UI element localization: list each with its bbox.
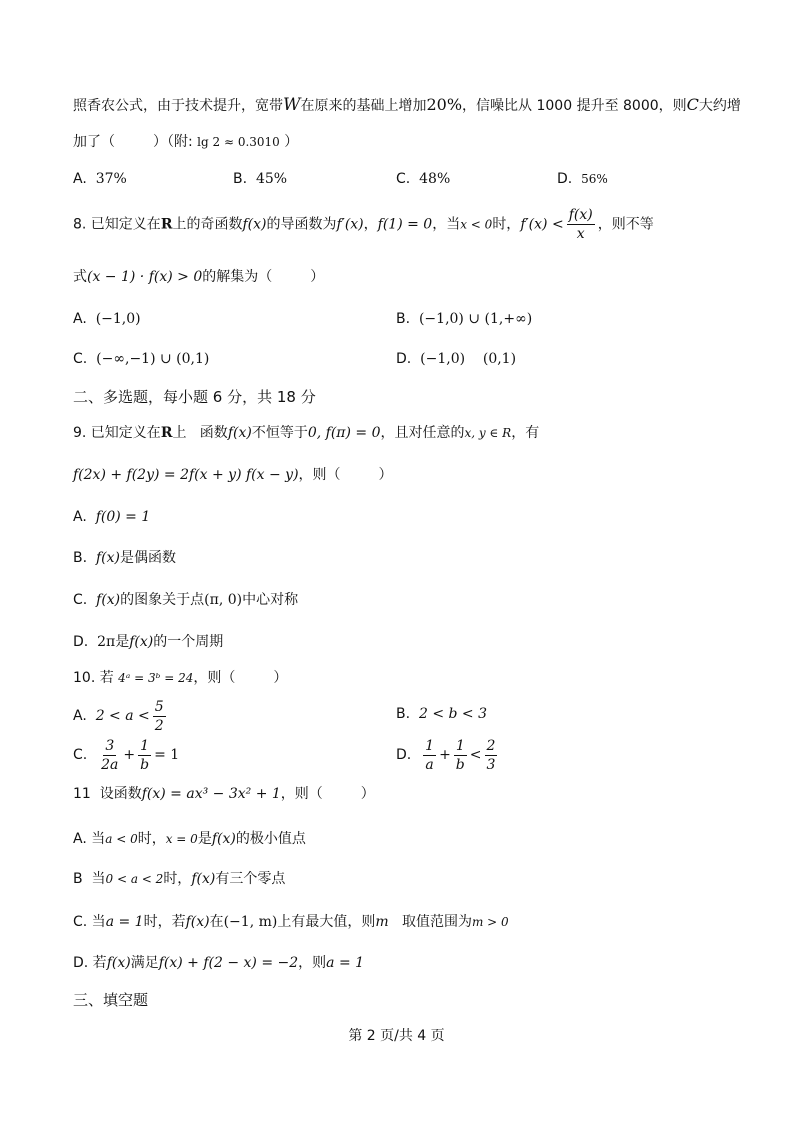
math-W: W — [283, 95, 301, 115]
math-f1: f(1) = 0 — [377, 216, 433, 233]
q11-option-c: C. 当a = 1时，若f(x)在(−1, m)上有最大值，则m 取值范围为m > 0 — [73, 914, 509, 930]
math-fx: f(x) — [227, 425, 252, 441]
math-cond: 0, f(π) = 0 — [307, 425, 381, 441]
q7-option-d: D. 56% — [557, 171, 608, 187]
q7-option-a: A. 37% — [73, 171, 127, 187]
text: ） — [273, 670, 288, 686]
q11-option-a: A. 当a < 0时，x = 0是f(x)的极小值点 — [73, 831, 306, 847]
q7-option-c: C. 48% — [396, 171, 451, 187]
q7-option-b: B. 45% — [233, 171, 288, 187]
q8-option-c: C. (−∞,−1) ∪ (0,1) — [73, 351, 210, 367]
q8-line-2 — [73, 267, 324, 287]
section-heading-multi-choice: 二、多选题，每小题 6 分，共 18 分 — [73, 388, 316, 406]
text: 8. 已知定义在 — [73, 216, 161, 233]
q11-option-d: D. 若f(x)满足f(x) + f(2 − x) = −2，则a = 1 — [73, 955, 365, 971]
math-C: C — [686, 95, 699, 114]
fraction: $\frac{f(x)}{x}$ — [568, 207, 593, 242]
text: ） — [310, 269, 325, 285]
text: 的导函数为 — [266, 216, 337, 233]
q9-option-d: D. 2π是f(x)的一个周期 — [73, 634, 224, 650]
q9-line-2 — [73, 465, 393, 485]
text: ，且对任意的 — [380, 425, 465, 441]
text: 照香农公式，由于技术提升，宽带 — [73, 98, 283, 114]
text: ，信噪比从 1000 提升至 8000，则 — [462, 98, 687, 114]
q10-option-d: D. $\frac{1}{a}$ + $\frac{1}{b}$ < $\frac{2}{3}$ — [396, 737, 496, 773]
q10-option-b: B. 2 < b < 3 — [396, 706, 488, 722]
q9-option-a: A. f(0) = 1 — [73, 509, 151, 525]
q9-option-b: B. f(x)是偶函数 — [73, 550, 176, 566]
text: ，则（ — [280, 786, 323, 802]
text: ，当 — [432, 216, 461, 233]
math-expr: (x − 1) · f(x) > 0 — [87, 269, 203, 285]
q8-option-b: B. (−1,0) ∪ (1,+∞) — [396, 311, 533, 327]
section-heading-fill-in: 三、填空题 — [73, 991, 149, 1009]
q9-line-1 — [73, 423, 539, 443]
math-xlt0: x < 0 — [460, 217, 493, 232]
text: 9. 已知定义在 — [73, 425, 161, 441]
q10-line-1 — [73, 668, 287, 688]
q11-line-1 — [73, 784, 375, 804]
q8-option-d: D. (−1,0) (0,1) — [396, 351, 517, 367]
math-ineq: f′(x) < — [520, 216, 564, 233]
text: ） — [284, 134, 299, 150]
text: ，则（ — [298, 467, 341, 483]
text: 不恒等于 — [251, 425, 308, 441]
text: ） — [360, 786, 375, 802]
text: 大约增 — [698, 98, 741, 114]
text: 10. 若 — [73, 670, 114, 686]
text: 时， — [492, 216, 521, 233]
text: 上 函数 — [172, 425, 228, 441]
text: 式 — [73, 269, 87, 285]
math-equation: f(x) = ax³ − 3x² + 1 — [141, 786, 281, 802]
math-fx: f(x) — [242, 216, 267, 233]
math-R: R — [160, 216, 173, 233]
text: ，则（ — [193, 670, 236, 686]
q8-line-1 — [73, 206, 654, 243]
text: 加了（ — [73, 134, 115, 150]
text: 11 设函数 — [73, 786, 142, 802]
text: 的解集为（ — [202, 269, 273, 285]
q8-option-a: A. (−1,0) — [73, 311, 141, 327]
text: 在原来的基础上增加 — [300, 98, 427, 114]
text: 上的奇函数 — [172, 216, 243, 233]
q10-option-c: C. $\frac{3}{2a}$ + $\frac{1}{b}$ = 1 — [73, 737, 180, 773]
q11-option-b: B 当0 < a < 2时，f(x)有三个零点 — [73, 871, 286, 887]
math-equation: f(2x) + f(2y) = 2f(x + y) f(x − y) — [73, 467, 299, 483]
math-xy: x, y ∈ R — [464, 426, 512, 440]
text: ， — [363, 216, 378, 233]
q10-option-a: A. 2 < a < $\frac{5}{2}$ — [73, 698, 164, 734]
text: ，有 — [511, 425, 540, 441]
page-footer: 第 2 页/共 4 页 — [348, 1028, 445, 1044]
math-R: R — [160, 425, 173, 441]
math-20pct: 20% — [426, 95, 463, 114]
text: ，则不等 — [597, 216, 654, 233]
text: ）（附: — [153, 134, 193, 150]
q9-option-c: C. f(x)的图象关于点(π, 0)中心对称 — [73, 592, 299, 608]
math-lg2: lg 2 ≈ 0.3010 — [197, 135, 280, 149]
math-fpx: f′(x) — [336, 216, 364, 233]
q7-line-2 — [73, 132, 298, 152]
math-equation: 4ᵃ = 3ᵇ = 24 — [118, 671, 194, 685]
q7-line-1 — [73, 95, 741, 116]
text: ） — [378, 467, 393, 483]
